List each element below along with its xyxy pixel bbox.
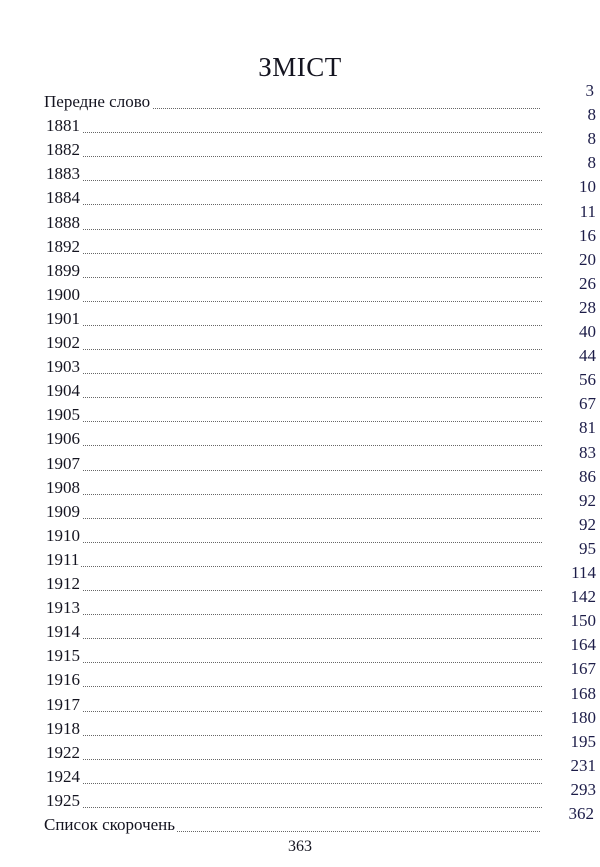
- toc-entry-label: 1925: [46, 790, 80, 810]
- toc-entry: [46, 201, 596, 233]
- toc-entry-page: 10: [579, 177, 596, 197]
- toc-entry: [46, 249, 596, 281]
- toc-entry: [46, 442, 596, 474]
- toc-entry-page: 44: [579, 346, 596, 366]
- leader-dots: [66, 470, 542, 471]
- toc-entry-label: 1883: [46, 164, 80, 184]
- toc-entry-label: 1907: [46, 453, 80, 473]
- toc-entry-page: 11: [579, 201, 596, 221]
- leader-dots: [66, 277, 542, 278]
- toc-entry-label: 1924: [46, 766, 80, 786]
- leader-dots: [66, 807, 542, 808]
- toc-entry: [46, 370, 596, 401]
- toc-entry: [46, 707, 596, 739]
- toc-entry-label: 1910: [46, 525, 80, 545]
- toc-entry: [46, 587, 596, 618]
- toc-entry-label: Список скорочень: [44, 815, 176, 834]
- toc-entry-label: 1884: [46, 188, 80, 208]
- toc-entry-label: 1888: [46, 212, 80, 232]
- toc-entry-page: 26: [579, 273, 596, 293]
- toc-entry: [46, 177, 596, 208]
- toc-entry-page: 86: [579, 466, 596, 486]
- toc-entry-page: 167: [570, 659, 596, 679]
- leader-dots: [66, 421, 542, 422]
- leader-dots: [66, 614, 542, 615]
- leader-dots: [66, 132, 542, 133]
- toc-entry-page: 362: [568, 804, 594, 823]
- toc-entry-label: 1922: [46, 742, 80, 762]
- toc-entry-label: 1913: [46, 598, 80, 618]
- toc-entry-page: 3: [585, 81, 594, 100]
- toc-entry: [46, 635, 596, 666]
- toc-entry-page: 8: [587, 129, 596, 149]
- leader-dots: [66, 494, 542, 495]
- leader-dots: [66, 204, 542, 205]
- toc-entry: [46, 418, 596, 449]
- leader-dots: [66, 711, 542, 712]
- leader-dots: [66, 638, 542, 639]
- toc-entry-page: 95: [579, 538, 596, 558]
- toc-entry: [46, 153, 596, 184]
- toc-entry-label: 1916: [46, 670, 80, 690]
- leader-dots: [66, 180, 542, 181]
- toc-entry-page: 180: [570, 707, 596, 727]
- toc-entry-label: 1902: [46, 333, 80, 352]
- toc-entry-label: 1915: [46, 646, 80, 666]
- toc-entry-label: 1903: [46, 357, 80, 377]
- toc-entry: [44, 804, 594, 835]
- toc-entry: [46, 466, 596, 498]
- toc-entry: [46, 297, 596, 329]
- toc-entry-page: 67: [579, 394, 596, 414]
- leader-dots: [66, 783, 542, 784]
- toc-entry-label: 1908: [46, 477, 80, 497]
- toc-entry-page: 293: [570, 779, 596, 799]
- toc-entry-page: 8: [587, 153, 596, 173]
- toc-entry: [46, 659, 596, 690]
- toc-entry-label: 1909: [46, 501, 80, 521]
- toc-entry: [46, 538, 596, 570]
- leader-dots: [66, 325, 542, 326]
- toc-entry-page: 164: [570, 635, 596, 655]
- toc-entry: [46, 490, 596, 522]
- leader-dots: [66, 590, 542, 591]
- toc-entry-page: 92: [579, 514, 596, 534]
- toc-entry-page: 16: [579, 225, 596, 245]
- toc-entry: [46, 779, 596, 811]
- toc-entry-label: 1900: [46, 284, 80, 304]
- toc-entry: [46, 346, 596, 377]
- toc-entry: [46, 611, 596, 642]
- leader-dots: [66, 301, 542, 302]
- toc-entry-page: 142: [570, 587, 596, 607]
- toc-entry: [44, 81, 594, 112]
- toc-entry-page: 20: [579, 249, 596, 269]
- toc-entry: [46, 273, 596, 305]
- toc-entry: [46, 225, 596, 257]
- page-number: 363: [288, 838, 312, 855]
- toc-entry: [46, 322, 596, 353]
- toc-entry-page: 28: [579, 297, 596, 317]
- toc-entry: [46, 394, 596, 425]
- toc-entry-page: 195: [570, 731, 596, 751]
- toc-entry-page: 83: [579, 442, 596, 462]
- toc-entry-label: 1904: [46, 381, 80, 401]
- toc-entry-page: 40: [579, 322, 596, 341]
- toc-entry-page: 92: [579, 490, 596, 510]
- toc-entry-page: 56: [579, 370, 596, 390]
- toc-entry-page: 81: [579, 418, 596, 438]
- toc-entry-label: 1917: [46, 694, 80, 714]
- toc-entry-label: 1881: [46, 116, 80, 136]
- toc-entry-label: Передне слово: [44, 92, 151, 111]
- leader-dots: [66, 445, 542, 446]
- toc-entry-page: 8: [587, 105, 596, 125]
- toc-entry-label: 1892: [46, 236, 80, 256]
- leader-dots: [66, 253, 542, 254]
- leader-dots: [66, 397, 542, 398]
- toc-entry-label: 1912: [46, 574, 80, 593]
- toc-entry: [46, 105, 596, 136]
- page-title: ЗМІСТ: [258, 52, 342, 82]
- toc-entry-label: 1882: [46, 140, 80, 160]
- leader-dots: [66, 156, 542, 157]
- leader-dots: [66, 542, 542, 543]
- leader-dots: [66, 566, 542, 567]
- toc-entry-label: 1899: [46, 260, 80, 280]
- toc-entry-label: 1918: [46, 718, 80, 738]
- toc-entry-label: 1906: [46, 429, 80, 449]
- leader-dots: [66, 662, 542, 663]
- toc-entry: [46, 731, 596, 763]
- toc-entry: [46, 514, 596, 546]
- toc-entry: [46, 129, 596, 160]
- toc-entry: [46, 683, 596, 715]
- toc-entry-label: 1914: [46, 622, 80, 642]
- leader-dots: [66, 759, 542, 760]
- leader-dots: [66, 686, 542, 687]
- toc-entry-page: 150: [570, 611, 596, 631]
- leader-dots: [66, 349, 542, 350]
- toc-entry-label: 1911: [46, 549, 80, 569]
- toc-entry-label: 1905: [46, 405, 80, 425]
- toc-entry-label: 1901: [46, 308, 80, 328]
- toc-entry-page: 231: [570, 755, 596, 775]
- toc-entry: [46, 755, 596, 787]
- toc-entry-page: 114: [571, 563, 596, 582]
- toc-entry-page: 168: [570, 683, 596, 703]
- leader-dots: [66, 735, 542, 736]
- leader-dots: [66, 518, 542, 519]
- leader-dots: [66, 229, 542, 230]
- leader-dots: [66, 373, 542, 374]
- toc-entry: [46, 563, 596, 594]
